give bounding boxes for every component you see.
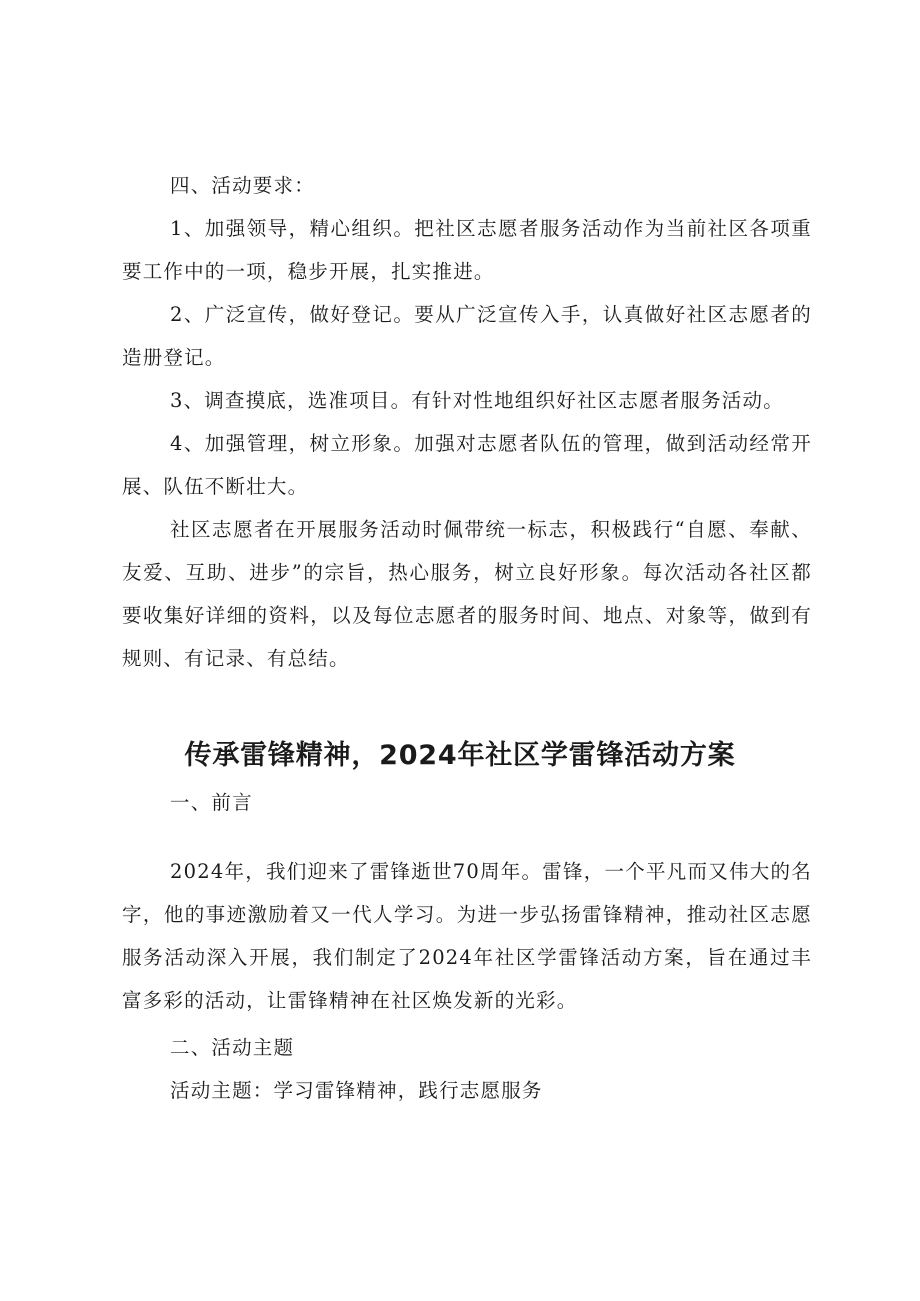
theme-text: 活动主题：学习雷锋精神，践行志愿服务: [170, 1079, 543, 1102]
section-heading-requirements: 四、活动要求：: [170, 174, 315, 197]
closing-paragraph: 社区志愿者在开展服务活动时佩带统一标志，积极践行“自愿、奉献、友爱、互助、进步”的宗旨，热心服务，树立良好形象。每次活动各社区都要收集好详细的资料，以及每位志愿者的服务时间、地点、对象等，做到有规则、有记录、有总结。: [122, 518, 812, 670]
requirement-item-3: 3、调查摸底，选准项目。有针对性地组织好社区志愿者服务活动。: [170, 389, 784, 412]
section-heading-preface: 一、前言: [170, 791, 253, 814]
preface-paragraph: 2024年，我们迎来了雷锋逝世70周年。雷锋，一个平凡而又伟大的名字，他的事迹激励着又一代人学习。为进一步弘扬雷锋精神，推动社区志愿服务活动深入开展，我们制定了2024年社区学雷锋活动方案，旨在通过丰富多彩的活动，让雷锋精神在社区焕发新的光彩。: [122, 860, 812, 1012]
requirement-item-1: 1、加强领导，精心组织。把社区志愿者服务活动作为当前社区各项重要工作中的一项，稳步开展，扎实推进。: [122, 217, 812, 283]
requirement-item-2: 2、广泛宣传，做好登记。要从广泛宣传入手，认真做好社区志愿者的造册登记。: [122, 303, 812, 369]
requirement-item-4: 4、加强管理，树立形象。加强对志愿者队伍的管理，做到活动经常开展、队伍不断壮大。: [122, 432, 812, 498]
document-title: 传承雷锋精神，2024年社区学雷锋活动方案: [184, 740, 736, 771]
section-heading-theme: 二、活动主题: [170, 1036, 295, 1059]
